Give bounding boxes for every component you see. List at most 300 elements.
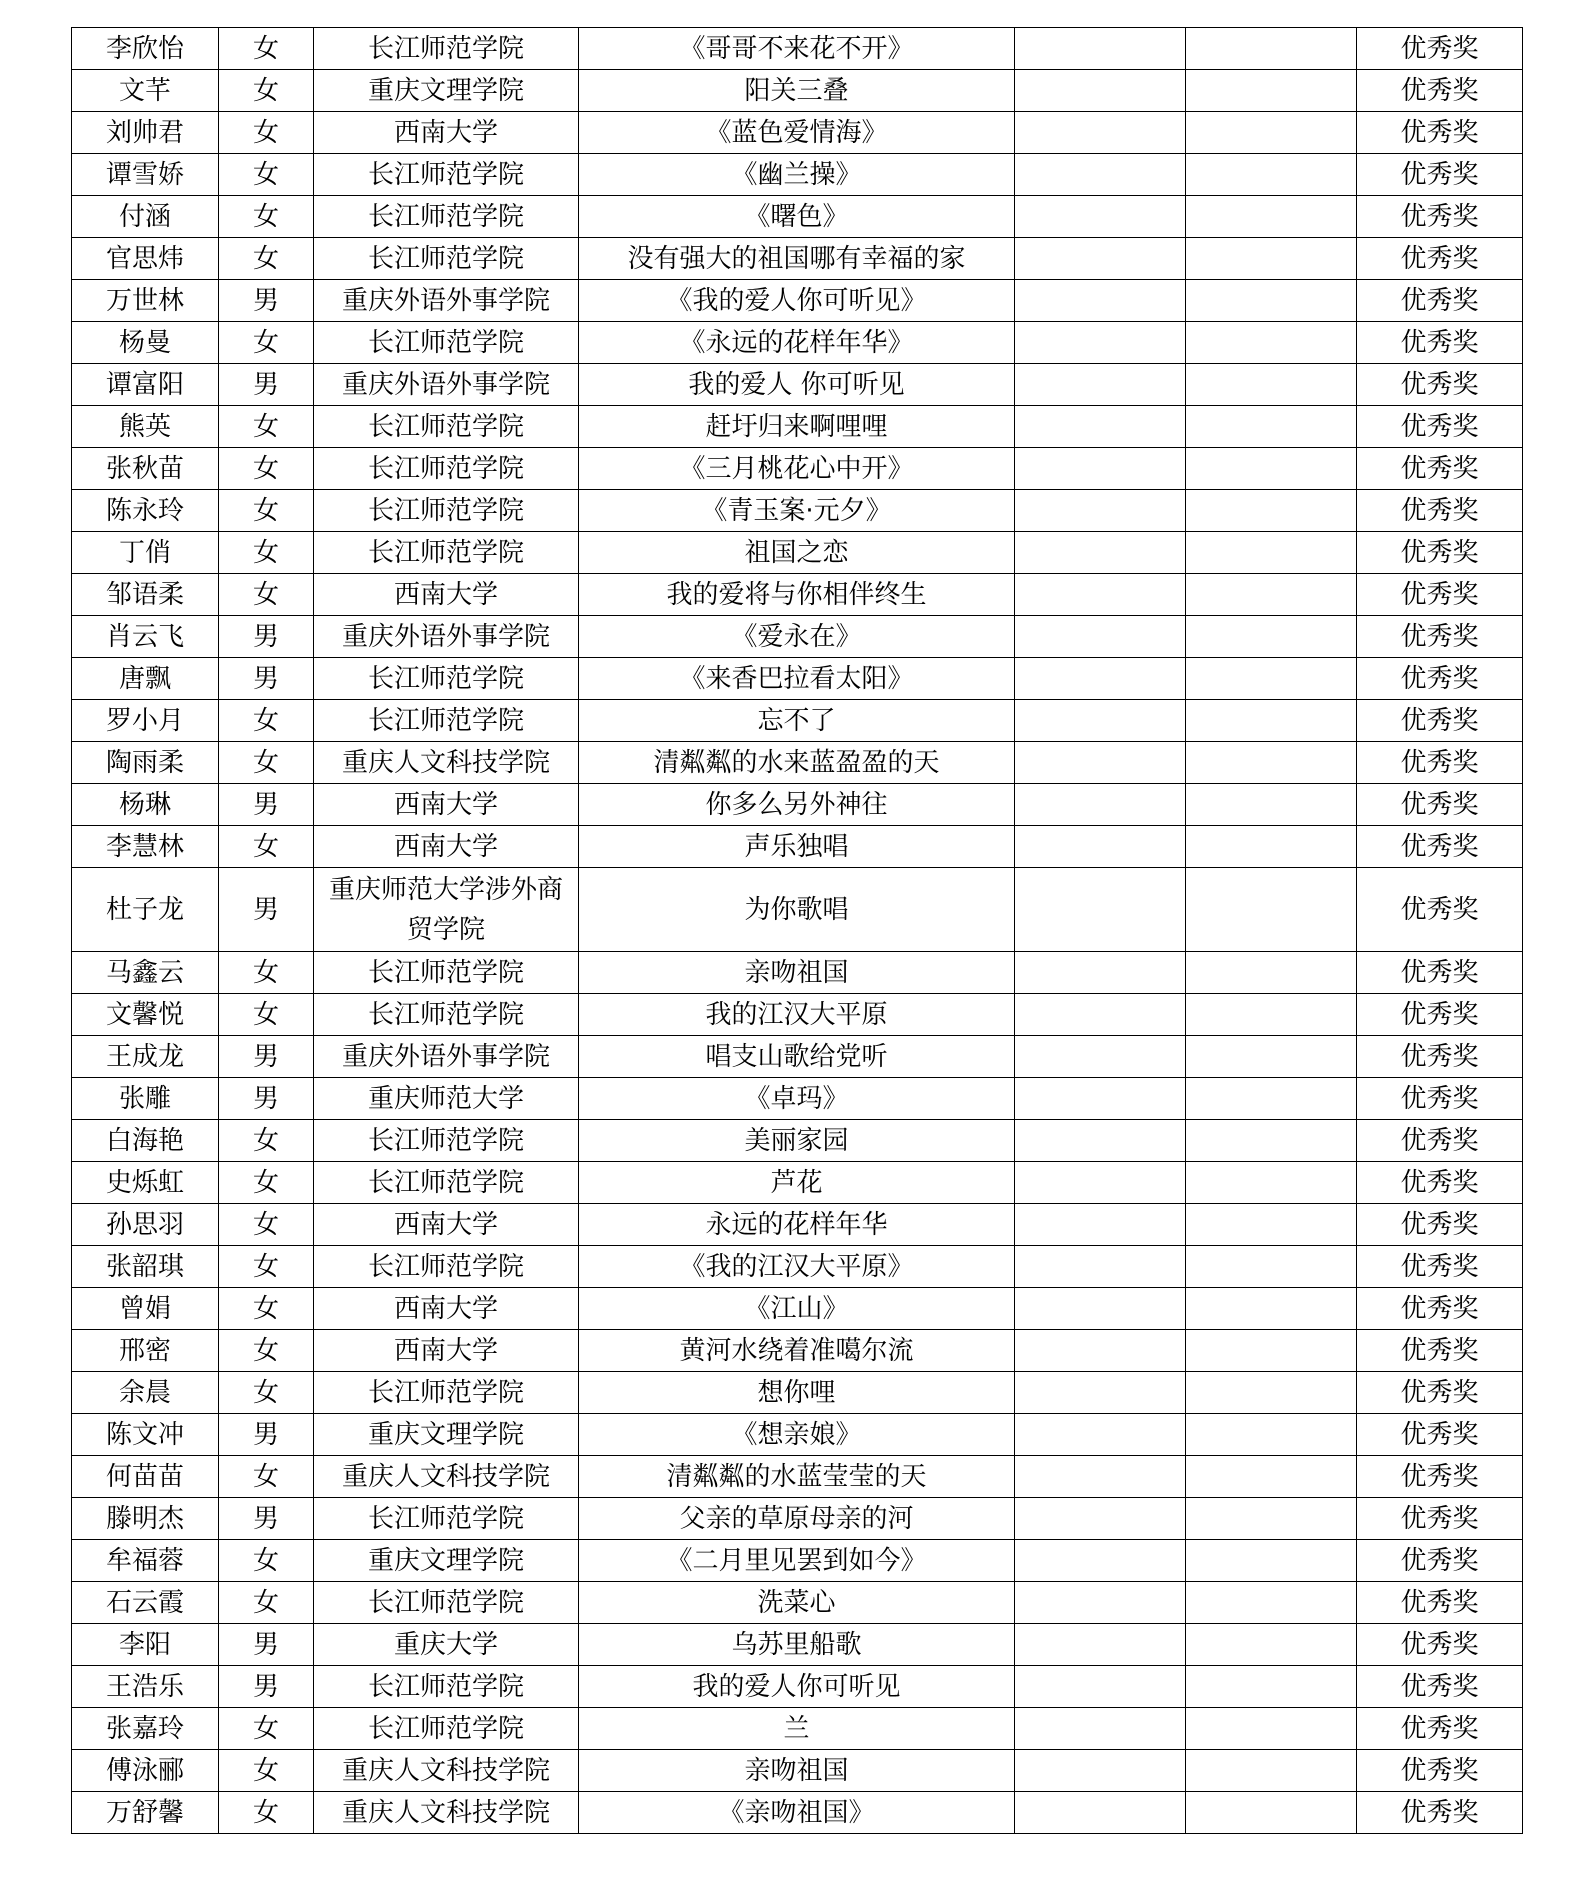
cell-empty [1015,700,1186,742]
cell-award: 优秀奖 [1357,1792,1523,1834]
cell-school: 长江师范学院 [314,154,579,196]
table-row [72,448,1523,490]
table-row [72,1708,1523,1750]
cell-school: 长江师范学院 [314,196,579,238]
table-row [72,1288,1523,1330]
cell-gender: 男 [219,364,314,406]
cell-school: 长江师范学院 [314,1666,579,1708]
cell-empty [1186,1624,1357,1666]
cell-empty [1015,1414,1186,1456]
cell-empty [1186,826,1357,868]
cell-school: 重庆外语外事学院 [314,1036,579,1078]
table-row [72,1666,1523,1708]
cell-empty [1015,658,1186,700]
table-row [72,1162,1523,1204]
cell-award: 优秀奖 [1357,1204,1523,1246]
cell-empty [1015,154,1186,196]
cell-empty [1015,868,1186,952]
cell-song: 忘不了 [579,700,1015,742]
cell-empty [1015,1540,1186,1582]
cell-song: 清粼粼的水来蓝盈盈的天 [579,742,1015,784]
cell-name: 王浩乐 [72,1666,219,1708]
cell-song: 我的爱人 你可听见 [579,364,1015,406]
cell-empty [1015,1288,1186,1330]
table-row [72,1792,1523,1834]
cell-school: 长江师范学院 [314,532,579,574]
cell-school: 重庆文理学院 [314,1540,579,1582]
cell-gender: 女 [219,1204,314,1246]
cell-name: 何苗苗 [72,1456,219,1498]
cell-school: 西南大学 [314,574,579,616]
cell-gender: 女 [219,700,314,742]
cell-empty [1186,658,1357,700]
cell-name: 李阳 [72,1624,219,1666]
cell-empty [1015,1162,1186,1204]
cell-empty [1015,1204,1186,1246]
table-row [72,280,1523,322]
table-row [72,1120,1523,1162]
cell-school: 长江师范学院 [314,1372,579,1414]
cell-school: 长江师范学院 [314,1162,579,1204]
cell-award: 优秀奖 [1357,994,1523,1036]
cell-name: 谭雪娇 [72,154,219,196]
cell-gender: 女 [219,448,314,490]
cell-gender: 女 [219,112,314,154]
cell-school: 长江师范学院 [314,994,579,1036]
cell-empty [1186,1750,1357,1792]
cell-gender: 女 [219,1582,314,1624]
cell-song: 《青玉案·元夕》 [579,490,1015,532]
cell-empty [1186,1162,1357,1204]
table-row [72,1540,1523,1582]
cell-gender: 女 [219,1540,314,1582]
cell-gender: 女 [219,154,314,196]
cell-song: 亲吻祖国 [579,1750,1015,1792]
cell-award: 优秀奖 [1357,1666,1523,1708]
cell-school: 重庆师范大学 [314,1078,579,1120]
cell-empty [1186,952,1357,994]
cell-song: 《想亲娘》 [579,1414,1015,1456]
cell-award: 优秀奖 [1357,238,1523,280]
cell-name: 陈永玲 [72,490,219,532]
cell-gender: 男 [219,280,314,322]
cell-gender: 男 [219,1036,314,1078]
cell-gender: 男 [219,616,314,658]
cell-empty [1015,364,1186,406]
cell-award: 优秀奖 [1357,1750,1523,1792]
cell-gender: 女 [219,70,314,112]
cell-empty [1015,406,1186,448]
cell-award: 优秀奖 [1357,868,1523,952]
cell-school: 西南大学 [314,826,579,868]
cell-name: 孙思羽 [72,1204,219,1246]
cell-song: 亲吻祖国 [579,952,1015,994]
cell-song: 没有强大的祖国哪有幸福的家 [579,238,1015,280]
cell-school: 长江师范学院 [314,1120,579,1162]
cell-empty [1015,784,1186,826]
cell-empty [1186,238,1357,280]
cell-song: 黄河水绕着准噶尔流 [579,1330,1015,1372]
table-row [72,700,1523,742]
cell-empty [1015,280,1186,322]
cell-award: 优秀奖 [1357,1036,1523,1078]
cell-song: 阳关三叠 [579,70,1015,112]
cell-empty [1015,1456,1186,1498]
cell-award: 优秀奖 [1357,280,1523,322]
cell-gender: 女 [219,1120,314,1162]
cell-empty [1015,574,1186,616]
cell-award: 优秀奖 [1357,616,1523,658]
cell-song: 唱支山歌给党听 [579,1036,1015,1078]
cell-gender: 女 [219,1246,314,1288]
cell-school: 重庆外语外事学院 [314,616,579,658]
cell-award: 优秀奖 [1357,532,1523,574]
cell-award: 优秀奖 [1357,1372,1523,1414]
cell-gender: 男 [219,1624,314,1666]
cell-empty [1186,1540,1357,1582]
cell-empty [1186,616,1357,658]
cell-name: 罗小月 [72,700,219,742]
cell-song: 《三月桃花心中开》 [579,448,1015,490]
cell-school: 西南大学 [314,112,579,154]
cell-award: 优秀奖 [1357,1246,1523,1288]
cell-gender: 男 [219,1666,314,1708]
cell-song: 美丽家园 [579,1120,1015,1162]
cell-song: 赶圩归来啊哩哩 [579,406,1015,448]
cell-song: 《来香巴拉看太阳》 [579,658,1015,700]
cell-gender: 女 [219,490,314,532]
cell-school: 西南大学 [314,1288,579,1330]
cell-empty [1186,70,1357,112]
cell-empty [1015,1246,1186,1288]
cell-gender: 女 [219,238,314,280]
table-row [72,1456,1523,1498]
cell-school: 长江师范学院 [314,952,579,994]
cell-school: 长江师范学院 [314,490,579,532]
table-row [72,532,1523,574]
cell-award: 优秀奖 [1357,1330,1523,1372]
cell-empty [1015,322,1186,364]
cell-gender: 男 [219,868,314,952]
cell-song: 《亲吻祖国》 [579,1792,1015,1834]
cell-gender: 女 [219,742,314,784]
cell-empty [1186,1372,1357,1414]
cell-name: 陶雨柔 [72,742,219,784]
table-row [72,1582,1523,1624]
cell-award: 优秀奖 [1357,952,1523,994]
cell-award: 优秀奖 [1357,826,1523,868]
cell-name: 余晨 [72,1372,219,1414]
cell-empty [1186,1330,1357,1372]
cell-song: 《曙色》 [579,196,1015,238]
cell-song: 你多么另外神往 [579,784,1015,826]
cell-song: 我的江汉大平原 [579,994,1015,1036]
cell-school: 重庆外语外事学院 [314,280,579,322]
cell-school: 西南大学 [314,784,579,826]
cell-award: 优秀奖 [1357,1624,1523,1666]
cell-award: 优秀奖 [1357,112,1523,154]
cell-empty [1186,1708,1357,1750]
table-row [72,112,1523,154]
cell-empty [1186,448,1357,490]
table-row [72,994,1523,1036]
table-row [72,826,1523,868]
cell-award: 优秀奖 [1357,448,1523,490]
cell-song: 我的爱人你可听见 [579,1666,1015,1708]
cell-song: 兰 [579,1708,1015,1750]
cell-school: 重庆师范大学涉外商贸学院 [314,868,579,952]
cell-name: 张秋苗 [72,448,219,490]
cell-song: 声乐独唱 [579,826,1015,868]
cell-award: 优秀奖 [1357,1414,1523,1456]
cell-empty [1186,784,1357,826]
cell-name: 李慧林 [72,826,219,868]
cell-name: 李欣怡 [72,28,219,70]
cell-award: 优秀奖 [1357,406,1523,448]
cell-name: 丁俏 [72,532,219,574]
cell-empty [1015,1582,1186,1624]
table-row [72,1750,1523,1792]
cell-school: 重庆文理学院 [314,70,579,112]
cell-empty [1186,364,1357,406]
cell-song: 《我的爱人你可听见》 [579,280,1015,322]
cell-award: 优秀奖 [1357,574,1523,616]
cell-song: 清粼粼的水蓝莹莹的天 [579,1456,1015,1498]
cell-award: 优秀奖 [1357,1162,1523,1204]
cell-name: 谭富阳 [72,364,219,406]
table-row [72,364,1523,406]
table-row [72,616,1523,658]
cell-empty [1015,448,1186,490]
cell-award: 优秀奖 [1357,700,1523,742]
table-row [72,952,1523,994]
cell-empty [1186,1498,1357,1540]
cell-name: 万世林 [72,280,219,322]
cell-name: 刘帅君 [72,112,219,154]
cell-school: 长江师范学院 [314,1498,579,1540]
cell-empty [1186,1120,1357,1162]
cell-gender: 女 [219,1750,314,1792]
cell-song: 祖国之恋 [579,532,1015,574]
cell-name: 文馨悦 [72,994,219,1036]
cell-school: 西南大学 [314,1204,579,1246]
cell-empty [1186,1078,1357,1120]
cell-empty [1015,1666,1186,1708]
cell-gender: 女 [219,28,314,70]
cell-song: 想你哩 [579,1372,1015,1414]
cell-school: 长江师范学院 [314,1708,579,1750]
cell-empty [1015,112,1186,154]
table-row [72,868,1523,952]
cell-song: 《二月里见罢到如今》 [579,1540,1015,1582]
cell-school: 重庆人文科技学院 [314,1456,579,1498]
cell-gender: 女 [219,1372,314,1414]
table-row [72,238,1523,280]
cell-school: 重庆文理学院 [314,1414,579,1456]
cell-empty [1015,196,1186,238]
cell-name: 杨琳 [72,784,219,826]
cell-empty [1186,532,1357,574]
cell-name: 肖云飞 [72,616,219,658]
cell-school: 重庆人文科技学院 [314,742,579,784]
table-row [72,1036,1523,1078]
cell-award: 优秀奖 [1357,364,1523,406]
cell-empty [1015,952,1186,994]
cell-award: 优秀奖 [1357,1120,1523,1162]
cell-gender: 女 [219,574,314,616]
cell-name: 马鑫云 [72,952,219,994]
cell-song: 洗菜心 [579,1582,1015,1624]
cell-empty [1186,1582,1357,1624]
cell-school: 重庆大学 [314,1624,579,1666]
cell-empty [1015,994,1186,1036]
table-row [72,28,1523,70]
cell-empty [1186,1204,1357,1246]
cell-gender: 女 [219,1792,314,1834]
cell-gender: 男 [219,1414,314,1456]
cell-school: 长江师范学院 [314,28,579,70]
cell-gender: 女 [219,1288,314,1330]
cell-empty [1186,154,1357,196]
cell-school: 重庆人文科技学院 [314,1792,579,1834]
cell-empty [1015,238,1186,280]
cell-school: 重庆人文科技学院 [314,1750,579,1792]
cell-empty [1186,700,1357,742]
cell-name: 万舒馨 [72,1792,219,1834]
table-row [72,406,1523,448]
cell-award: 优秀奖 [1357,1456,1523,1498]
cell-empty [1186,1036,1357,1078]
cell-school: 长江师范学院 [314,322,579,364]
cell-school: 重庆外语外事学院 [314,364,579,406]
cell-song: 《江山》 [579,1288,1015,1330]
cell-empty [1015,1708,1186,1750]
cell-gender: 女 [219,406,314,448]
cell-song: 《永远的花样年华》 [579,322,1015,364]
cell-empty [1186,1666,1357,1708]
cell-empty [1186,742,1357,784]
table-row [72,1498,1523,1540]
cell-song: 《蓝色爱情海》 [579,112,1015,154]
cell-school: 长江师范学院 [314,700,579,742]
cell-empty [1186,322,1357,364]
table-row [72,1372,1523,1414]
cell-name: 牟福蓉 [72,1540,219,1582]
cell-award: 优秀奖 [1357,28,1523,70]
table-row [72,1624,1523,1666]
cell-empty [1015,490,1186,532]
cell-gender: 女 [219,532,314,574]
cell-award: 优秀奖 [1357,1540,1523,1582]
cell-name: 石云霞 [72,1582,219,1624]
cell-name: 邹语柔 [72,574,219,616]
cell-name: 王成龙 [72,1036,219,1078]
awards-table [71,27,1523,1834]
cell-name: 白海艳 [72,1120,219,1162]
cell-award: 优秀奖 [1357,1708,1523,1750]
cell-empty [1015,1792,1186,1834]
cell-gender: 女 [219,1162,314,1204]
table-row [72,154,1523,196]
table-row [72,196,1523,238]
cell-empty [1186,490,1357,532]
cell-name: 史烁虹 [72,1162,219,1204]
cell-gender: 男 [219,784,314,826]
cell-name: 张韶琪 [72,1246,219,1288]
cell-empty [1186,994,1357,1036]
cell-name: 邢密 [72,1330,219,1372]
cell-empty [1186,1288,1357,1330]
cell-empty [1186,1792,1357,1834]
cell-empty [1015,616,1186,658]
table-row [72,742,1523,784]
cell-empty [1015,1750,1186,1792]
cell-empty [1015,1078,1186,1120]
cell-gender: 女 [219,1330,314,1372]
cell-name: 付涵 [72,196,219,238]
cell-name: 文芊 [72,70,219,112]
cell-song: 乌苏里船歌 [579,1624,1015,1666]
cell-school: 长江师范学院 [314,238,579,280]
cell-school: 长江师范学院 [314,406,579,448]
cell-gender: 男 [219,658,314,700]
cell-name: 张嘉玲 [72,1708,219,1750]
cell-award: 优秀奖 [1357,1078,1523,1120]
table-row [72,322,1523,364]
table-row [72,70,1523,112]
table-row [72,1330,1523,1372]
cell-gender: 女 [219,1708,314,1750]
cell-name: 官思炜 [72,238,219,280]
cell-gender: 女 [219,994,314,1036]
cell-empty [1186,1246,1357,1288]
cell-award: 优秀奖 [1357,196,1523,238]
table-row [72,1204,1523,1246]
cell-name: 唐飘 [72,658,219,700]
cell-empty [1015,826,1186,868]
cell-empty [1015,1036,1186,1078]
cell-song: 芦花 [579,1162,1015,1204]
cell-empty [1186,868,1357,952]
cell-song: 永远的花样年华 [579,1204,1015,1246]
table-row [72,1078,1523,1120]
awards-table-body [72,28,1523,1834]
cell-name: 滕明杰 [72,1498,219,1540]
cell-empty [1186,28,1357,70]
cell-empty [1015,532,1186,574]
cell-song: 我的爱将与你相伴终生 [579,574,1015,616]
cell-award: 优秀奖 [1357,70,1523,112]
table-row [72,658,1523,700]
table-row [72,574,1523,616]
cell-gender: 女 [219,196,314,238]
table-row [72,784,1523,826]
cell-name: 杨曼 [72,322,219,364]
cell-empty [1186,1456,1357,1498]
cell-empty [1186,280,1357,322]
cell-empty [1015,1372,1186,1414]
cell-award: 优秀奖 [1357,1498,1523,1540]
cell-empty [1015,1120,1186,1162]
cell-song: 为你歌唱 [579,868,1015,952]
cell-school: 长江师范学院 [314,658,579,700]
cell-school: 长江师范学院 [314,1246,579,1288]
cell-name: 曾娟 [72,1288,219,1330]
cell-name: 傅泳郦 [72,1750,219,1792]
cell-song: 父亲的草原母亲的河 [579,1498,1015,1540]
cell-song: 《幽兰操》 [579,154,1015,196]
cell-empty [1186,196,1357,238]
